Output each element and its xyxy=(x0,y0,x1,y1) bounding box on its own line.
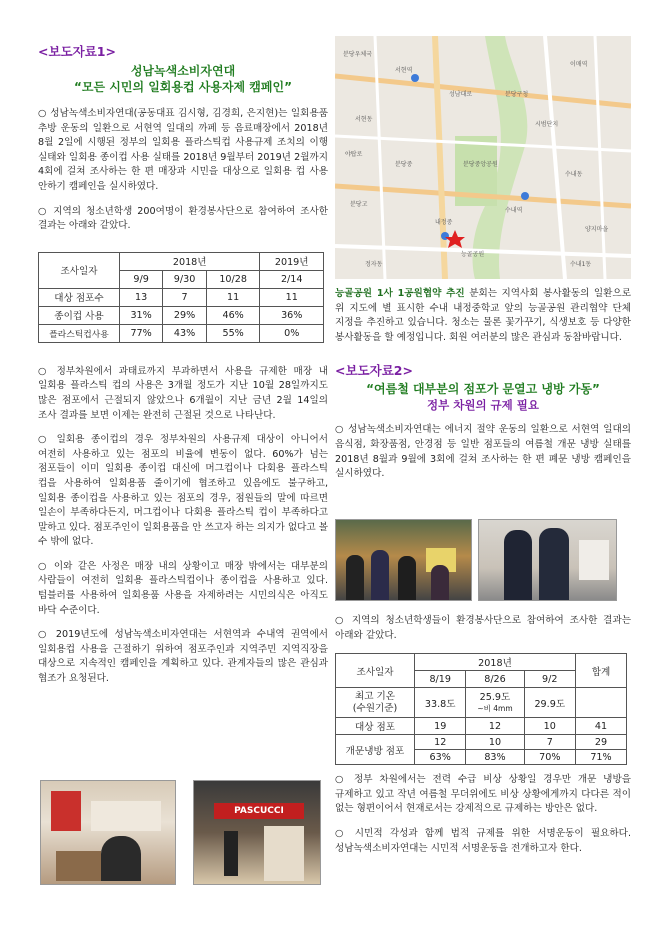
map-label: 서현동 xyxy=(355,116,373,123)
table-date: 9/9 xyxy=(120,270,163,288)
press1-p1: ○ 성남녹색소비자연대(공동대표 김시형, 김경희, 은지현)는 일회용품 추방 운동의 일환으로 서현역 일대의 까페 등 음료매장에서 2018년 8월 2일에 시행된 정부의 일회용 플라스틱컵 사용규제 조치의 이행 실태와 일회용 종이컵 사용 실태를 2018년 9월부터 2019년 2월까지 4회에 걸쳐 조사하는 한 편 매장과 시민을 대상으로 일회용 컵 사용 안하기 캠페인을 실시하였다. xyxy=(38,108,328,192)
cell: 12 xyxy=(415,735,466,750)
press1-org: 성남녹색소비자연대 xyxy=(130,64,236,78)
cell: 41 xyxy=(576,718,627,735)
row-label: 개문냉방 점포 xyxy=(336,735,415,765)
table-row xyxy=(336,735,627,750)
pascucci-sign: PASCUCCI xyxy=(214,803,304,819)
map-label: 분당중앙공원 xyxy=(463,161,498,168)
cell: 0% xyxy=(260,324,324,342)
cell: 29 xyxy=(576,735,627,750)
table-date: 10/28 xyxy=(206,270,260,288)
right-column xyxy=(335,36,631,482)
row-label: 대상 점포수 xyxy=(39,288,120,306)
park-text: 분회는 지역사회 봉사활동의 일환으로 위 지도에 별 표시한 수내 내정중학교 앞의 능골공원 관리협약 단체 지정을 추진하고 있습니다. 청소는 물론 꽃가꾸기, 식생보호 등 다양한 봉사활동을 할 예정입니다. 회원 여러분의 많은 관심과 동참바랍니다. xyxy=(335,288,631,343)
cup-survey-table xyxy=(38,252,324,343)
map-label: 분당구청 xyxy=(505,91,529,98)
press2-sub: 정부 차원의 규제 필요 xyxy=(427,398,539,413)
cell: 71% xyxy=(576,750,627,765)
table-header-2018: 2018년 xyxy=(120,252,260,270)
map-label: 분당우체국 xyxy=(343,51,372,58)
press1-title: “모든 시민의 일회용컵 사용자제 캠페인” xyxy=(74,80,292,94)
left-column xyxy=(38,42,328,687)
cell: 77% xyxy=(120,324,163,342)
table-header-2018: 2018년 xyxy=(415,654,576,671)
map-label: 분당고 xyxy=(350,201,368,208)
map-label: 성남대로 xyxy=(449,91,473,98)
table-header-date: 조사일자 xyxy=(39,252,120,288)
row-label: 종이컵 사용 xyxy=(39,306,120,324)
table-row xyxy=(39,306,324,324)
cell: 36% xyxy=(260,306,324,324)
row-label: 대상 점포 xyxy=(336,718,415,735)
press1-p3: ○ 정부차원에서 과태료까지 부과하면서 사용을 규제한 매장 내 일회용 플라스틱 컵의 사용은 3개월 정도가 지난 10월 28일까지도 많은 점포에서 근절되지 않았으나 6개월이 지난 금년 2월 14일의 조사 결과를 보면 이제는 완전히 근절된 것으로 나타난다. xyxy=(38,365,328,421)
map-label: 수내동 xyxy=(565,171,583,178)
press1-p6: ○ 2019년도에 성남녹색소비자연대는 서현역과 수내역 권역에서 일회용컵 사용을 근절하기 위하여 점포주인과 지역주민 지역직장을 대상으로 지속적인 캠페인을 계획하고 있다. 관계자들의 많은 관심과 협조가 요청된다. xyxy=(38,629,328,685)
cell: 43% xyxy=(163,324,207,342)
press1-tag: <보도자료1> xyxy=(38,44,116,59)
press2-p2: ○ 지역의 청소년학생들이 환경봉사단으로 참여하여 조사한 결과는 아래와 같았다. xyxy=(335,615,631,641)
cell: 70% xyxy=(524,750,575,765)
cell: 19 xyxy=(415,718,466,735)
cell: 7 xyxy=(524,735,575,750)
map-label: 능골공원 xyxy=(461,251,485,258)
table-date: 8/26 xyxy=(466,671,524,688)
cafe-photo-1 xyxy=(40,780,176,885)
rain-note: ~비 4mm xyxy=(477,703,513,713)
area-map xyxy=(335,36,631,279)
map-label: 시범단지 xyxy=(535,121,559,128)
cell: 29.9도 xyxy=(524,688,575,718)
cell xyxy=(576,688,627,718)
row-label: 최고 기온 (수원기준) xyxy=(336,688,415,718)
map-label: 수내역 xyxy=(505,207,523,214)
cafe-photo-2 xyxy=(193,780,321,885)
cell: 31% xyxy=(120,306,163,324)
press1-p5: ○ 이와 같은 사정은 매장 내의 상황이고 매장 밖에서는 대부분의 사람들이 여전히 일회용 플라스틱컵이나 종이컵을 사용하고 있다. 텀블러를 사용하여 일회용품 사용을 자제하려는 시민의식은 아직도 바닥 수준이다. xyxy=(38,560,328,616)
table-header-total: 합계 xyxy=(576,654,627,688)
map-label: 이매역 xyxy=(570,61,588,68)
cell: 29% xyxy=(163,306,207,324)
table-row xyxy=(336,688,627,718)
table-row xyxy=(39,288,324,306)
table-row xyxy=(39,324,324,342)
table-date: 9/2 xyxy=(524,671,575,688)
map-label: 수내1동 xyxy=(570,261,592,268)
cell: 83% xyxy=(466,750,524,765)
right-column-lower xyxy=(335,614,631,856)
table-date: 8/19 xyxy=(415,671,466,688)
cell: 13 xyxy=(120,288,163,306)
campaign-photo-1 xyxy=(335,519,472,601)
table-date: 2/14 xyxy=(260,270,324,288)
cell: 12 xyxy=(466,718,524,735)
cell: 7 xyxy=(163,288,207,306)
row-label: 플라스틱컵사용 xyxy=(39,324,120,342)
cell: 33.8도 xyxy=(415,688,466,718)
press2-p3: ○ 정부 차원에서는 전력 수급 비상 상황일 경우만 개문 냉방을 규제하고 있고 작년 여름철 무더위에도 비상 상황에게까지 다다른 적이 없는 형편이어서 현재로서는 강제적으로 규제하는 방안은 없다. xyxy=(335,774,631,815)
cooling-survey-table xyxy=(335,653,627,765)
cell-value: 25.9도 xyxy=(479,691,511,703)
map-label: 양지마을 xyxy=(585,226,609,233)
press2-tag: <보도자료2> xyxy=(335,363,413,379)
cell: 11 xyxy=(206,288,260,306)
press1-p2: ○ 지역의 청소년학생 200여명이 환경봉사단으로 참여하여 조사한 결과는 아래와 같았다. xyxy=(38,205,328,232)
cell: 10 xyxy=(466,735,524,750)
table-date: 9/30 xyxy=(163,270,207,288)
park-paragraph xyxy=(335,287,631,345)
cell: 63% xyxy=(415,750,466,765)
cell: 10 xyxy=(524,718,575,735)
cell: 55% xyxy=(206,324,260,342)
press2-title: “여름철 대부분의 점포가 문열고 냉방 가동” xyxy=(366,382,600,397)
map-label: 서현역 xyxy=(395,67,413,74)
cell: 11 xyxy=(260,288,324,306)
table-header-date: 조사일자 xyxy=(336,654,415,688)
campaign-photo-2 xyxy=(478,519,617,601)
cell xyxy=(466,688,524,718)
press1-p4: ○ 일회용 종이컵의 경우 정부차원의 사용규제 대상이 아니어서 여전히 사용하고 있는 점포의 비율에 변동이 없다. 60%가 넘는 점포들이 이미 일회용 종이컵 대신에 머그컵이나 다회용 플라스틱 컵을 사용하여 일회용품 줄이기에 협조하고 있음에도 불구하고, 일회용 종이컵을 사용하고 있는 점포의 경우, 점원들의 말에 따르면 일손이 부족하다든지, 머그컵이나 다회용 플라스틱 컵이 부족하다고 말하고 있다. 점포주인이 일회용품을 안 쓰고자 하는 의지가 없다고 볼 수 밖에 없다. xyxy=(38,434,328,548)
cell: 46% xyxy=(206,306,260,324)
map-label: 내정중 xyxy=(435,219,453,226)
table-header-2019: 2019년 xyxy=(260,252,324,270)
map-graphic xyxy=(335,36,631,279)
map-label: 야탑로 xyxy=(345,151,363,158)
map-label: 정자동 xyxy=(365,261,383,268)
press2-p4: ○ 시민적 각성과 함께 법적 규제를 위한 서명운동이 필요하다. 성남녹색소비자연대는 시민적 서명운동을 전개하고자 한다. xyxy=(335,827,631,854)
park-heading: 능골공원 1사 1공원협약 추진 xyxy=(335,288,465,299)
map-label: 분당중 xyxy=(395,161,413,168)
press2-p1: ○ 성남녹색소비자연대는 에너지 절약 운동의 일환으로 서현역 일대의 음식점, 화장품점, 안경점 등 일반 점포들의 여름철 개문 냉방 실태를 2018년 8월과 9월에 3회에 걸쳐 조사하는 한 편 폐문 냉방 캠페인을 실시하였다. xyxy=(335,424,631,480)
table-row xyxy=(336,718,627,735)
